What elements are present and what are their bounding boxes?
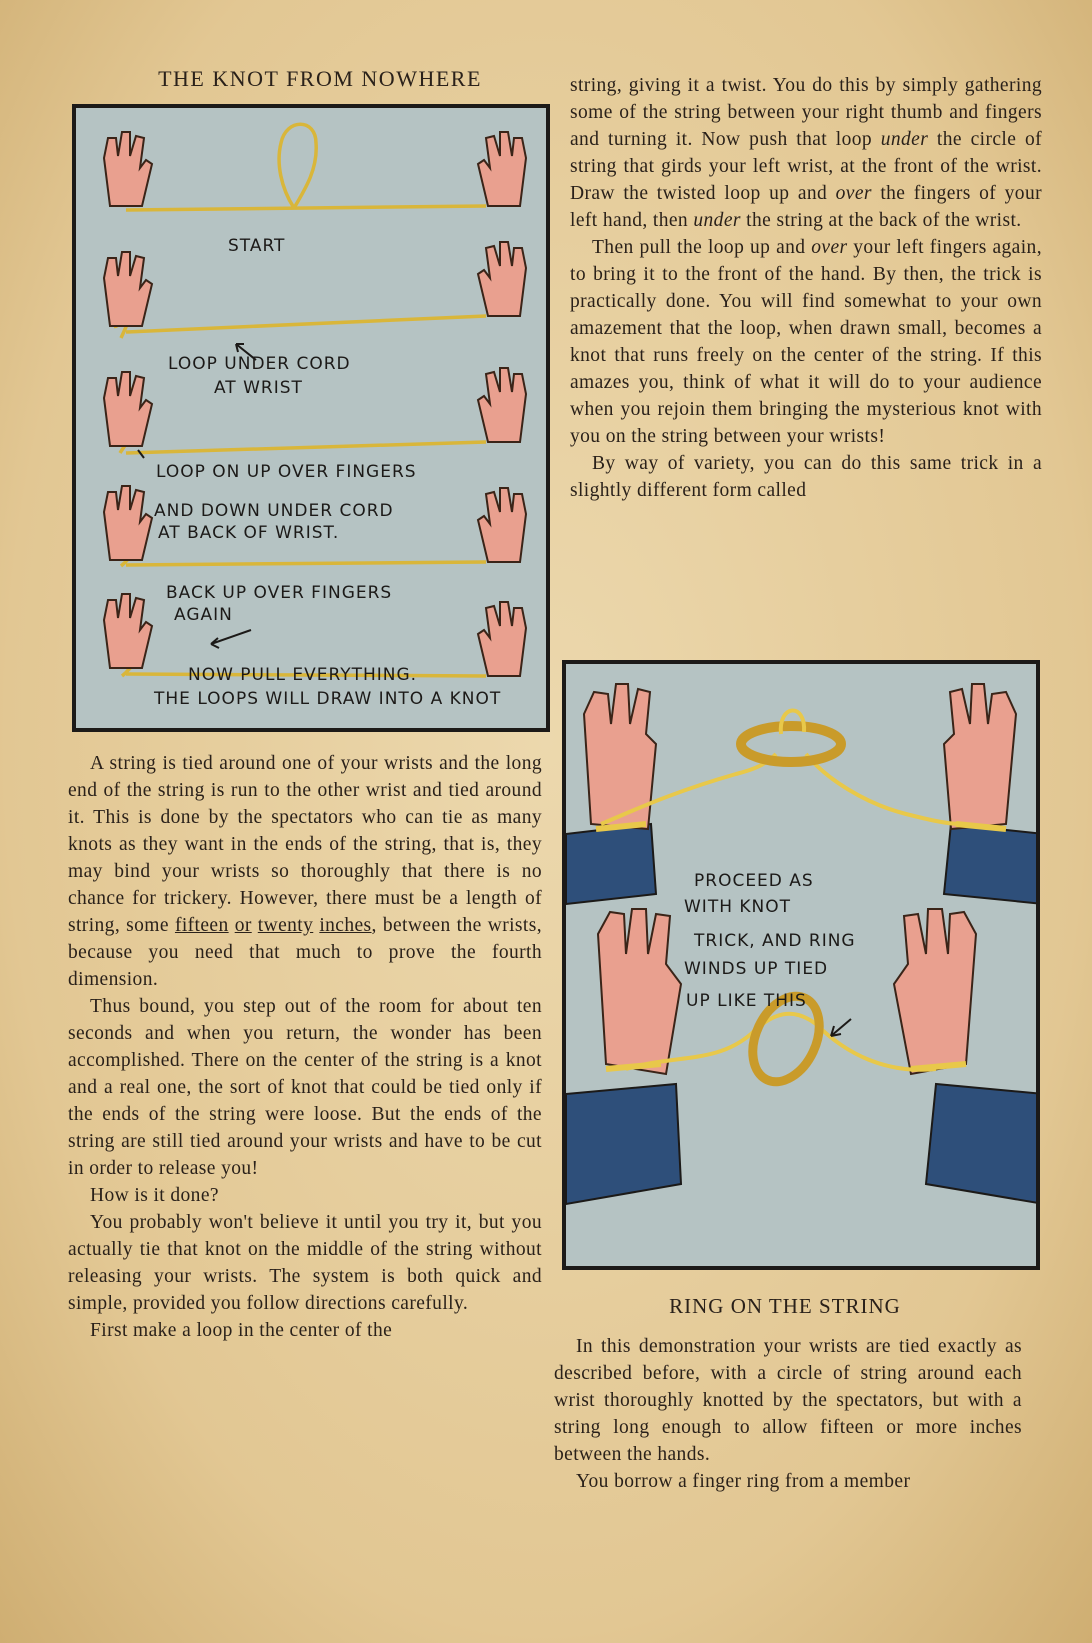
left-paragraph-5: First make a loop in the center of the — [90, 1320, 393, 1341]
section-subheading: RING ON THE STRING — [669, 1294, 901, 1318]
ring-drawing — [566, 664, 1040, 1270]
caption-winds-up: WINDS UP TIED — [684, 959, 829, 979]
word-over-1: over — [835, 183, 872, 204]
page-heading: THE KNOT FROM NOWHERE — [158, 66, 482, 91]
left-paragraph-1 — [68, 750, 542, 993]
knot-steps-drawing — [76, 108, 550, 732]
right-paragraph-3: By way of variety, you can do this same trick in a slightly different form called — [570, 453, 1042, 501]
caption-proceed-as: PROCEED AS — [694, 871, 814, 891]
word-fifteen: fifteen — [174, 915, 229, 936]
word-inches: inches — [319, 915, 372, 936]
knot-steps-illustration — [72, 104, 550, 732]
ring-on-string-illustration — [562, 660, 1040, 1270]
right-p2b: your left fingers again, to bring it to the front of the hand. By then, the trick is practically done. You will find somewhat to your own amazement that the loop, when drawn small, becomes a knot that runs freely on the center of the string. If this amazes you, think of what it will do to your audience when you rejoin them bringing the mysterious knot with you on the string between your wrists! — [570, 237, 1042, 447]
caption-trick-and-ring: TRICK, AND RING — [694, 931, 856, 951]
caption-loops-draw: THE LOOPS WILL DRAW INTO A KNOT — [154, 689, 502, 709]
word-under-1: under — [880, 129, 929, 150]
right-column-top — [570, 72, 1042, 504]
caption-start: START — [228, 236, 286, 256]
caption-loop-on-up: LOOP ON UP OVER FINGERS — [156, 462, 417, 482]
caption-back-up-over: BACK UP OVER FINGERS — [166, 583, 393, 603]
caption-at-back-of-wrist: AT BACK OF WRIST. — [158, 523, 340, 543]
left-paragraph-4: You probably won't believe it until you try it, but you actually tie that knot on the middle of the string without releasing your wrists. The system is both quick and simple, provided you follow directions carefully. — [68, 1212, 542, 1314]
word-under-2: under — [693, 210, 741, 231]
caption-loop-under-cord: LOOP UNDER CORD — [168, 354, 351, 374]
caption-and-down-under: AND DOWN UNDER CORD — [154, 501, 394, 521]
left-paragraph-3: How is it done? — [90, 1185, 219, 1206]
right-paragraph-1 — [570, 72, 1042, 234]
right-p1b: the circle of string that girds your left wrist, at the front of the wrist. Draw the twisted loop up and — [570, 129, 1042, 204]
left-paragraph-2: Thus bound, you step out of the room for about ten seconds and when you return, the wonder has been accomplished. There on the center of the string is a knot and a real one, the sort of knot that could be tied only if the ends of the string were loose. But the ends of the string are still tied around your wrists and have to be cut in order to release you! — [68, 996, 542, 1179]
right-paragraph-2 — [570, 234, 1042, 450]
word-or: or — [234, 915, 252, 936]
caption-again: AGAIN — [174, 605, 233, 625]
right-column-bottom — [554, 1333, 1022, 1495]
caption-with-knot: WITH KNOT — [684, 897, 792, 917]
caption-up-like-this: UP LIKE THIS — [686, 991, 807, 1011]
word-twenty: twenty — [257, 915, 314, 936]
left-p1-end: , between the wrists, because you need that much to prove the fourth dimension. — [68, 915, 542, 990]
left-column — [68, 750, 542, 1344]
right-p1a: string, giving it a twist. You do this by simply gathering some of the string between your right thumb and fingers and turning it. Now push that loop — [570, 75, 1042, 150]
word-over-2: over — [811, 237, 848, 258]
right-paragraph-5: You borrow a finger ring from a member — [576, 1471, 911, 1492]
left-p1-text: A string is tied around one of your wrists and the long end of the string is run to the other wrist and tied around it. This is done by the spectators who can tie as many knots as they want in the ends of the string, that is, they may bind your wrists so thoroughly that there is no chance for trickery. However, there must be a length of string, some — [68, 753, 542, 936]
right-paragraph-4: In this demonstration your wrists are tied exactly as described before, with a circle of string around each wrist thoroughly knotted by the spectators, but with a string long enough to allow fifteen or more inches between the hands. — [554, 1336, 1022, 1465]
right-p2a: Then pull the loop up and — [592, 237, 806, 258]
caption-at-wrist: AT WRIST — [214, 378, 303, 398]
caption-now-pull: NOW PULL EVERYTHING. — [188, 665, 418, 685]
right-p1c: the fingers of your left hand, then — [570, 183, 1042, 231]
right-p1d: the string at the back of the wrist. — [746, 210, 1022, 231]
